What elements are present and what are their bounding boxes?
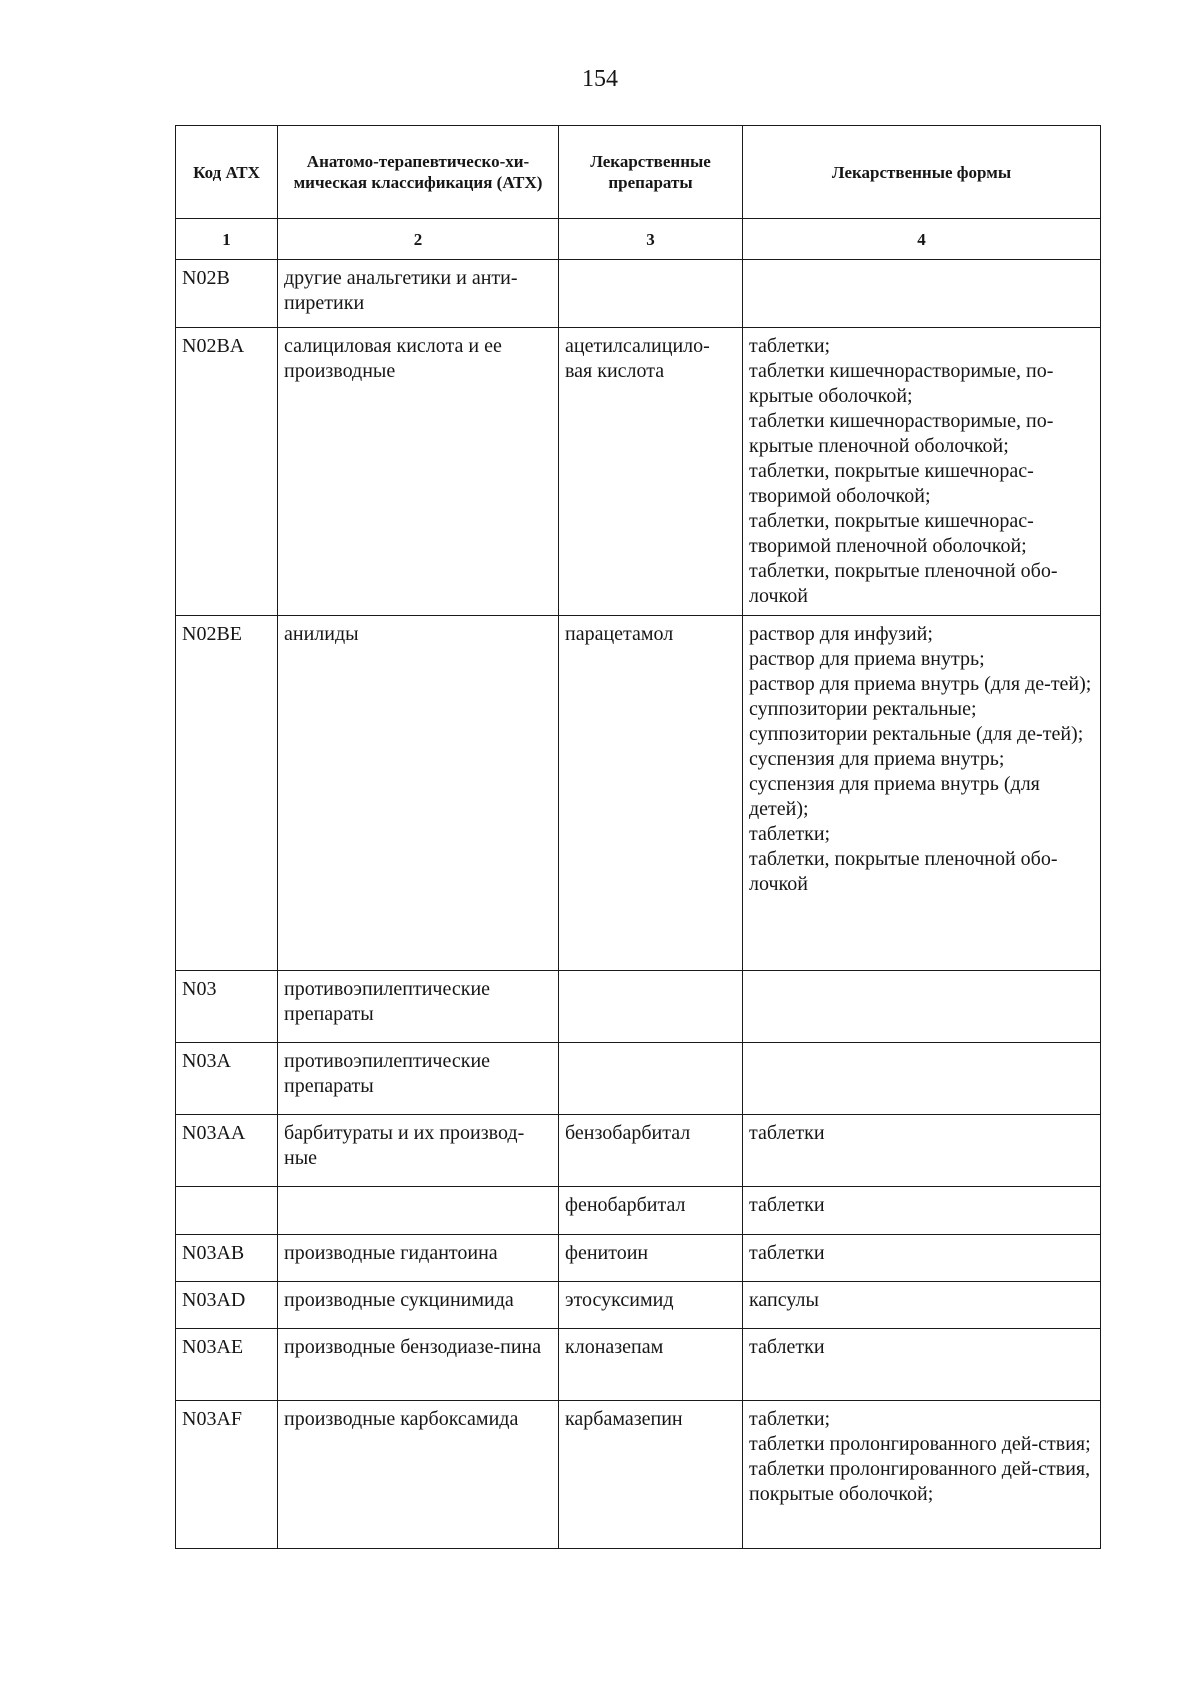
table-row — [176, 1401, 1101, 1549]
page-number: 154 — [582, 66, 618, 92]
column-number: 2 — [278, 219, 559, 260]
atc-classification: производные бензодиазе-пина — [278, 1329, 559, 1401]
atc-classification — [278, 1187, 559, 1235]
atc-classification: производные гидантоина — [278, 1235, 559, 1282]
dosage-forms: таблетки; таблетки кишечнорастворимые, по-крытые оболочкой; таблетки кишечнорастворимые, по-крытые пленочной оболочкой; таблетки, покрытые кишечнорас-творимой оболочкой; таблетки, покрытые кишечнорас-творимой пленочной оболочкой; таблетки, покрытые пленочной обо-лочкой — [743, 328, 1101, 616]
atc-classification: другие анальгетики и анти-пиретики — [278, 260, 559, 328]
atc-code: N03AA — [176, 1115, 278, 1187]
drug-name: парацетамол — [559, 616, 743, 971]
header-drugs: Лекарственные препараты — [559, 126, 743, 219]
drug-name: этосуксимид — [559, 1282, 743, 1329]
drug-name — [559, 971, 743, 1043]
table-row — [176, 260, 1101, 328]
table-row — [176, 1282, 1101, 1329]
atc-classification: производные карбоксамида — [278, 1401, 559, 1549]
atc-classification: противоэпилептические препараты — [278, 1043, 559, 1115]
dosage-forms: таблетки — [743, 1235, 1101, 1282]
header-classification: Анатомо-терапевтическо-хи-мическая классификация (АТХ) — [278, 126, 559, 219]
atc-table — [175, 125, 1101, 1549]
atc-code: N03AB — [176, 1235, 278, 1282]
table-row — [176, 971, 1101, 1043]
dosage-forms: раствор для инфузий; раствор для приема внутрь; раствор для приема внутрь (для де-тей); суппозитории ректальные; суппозитории ректальные (для де-тей); суспензия для приема внутрь; суспензия для приема внутрь (для детей); таблетки; таблетки, покрытые пленочной обо-лочкой — [743, 616, 1101, 971]
atc-classification: анилиды — [278, 616, 559, 971]
atc-code: N03AD — [176, 1282, 278, 1329]
table-header-row — [176, 126, 1101, 219]
atc-classification: барбитураты и их производ-ные — [278, 1115, 559, 1187]
atc-code: N02BE — [176, 616, 278, 971]
column-number: 4 — [743, 219, 1101, 260]
dosage-forms: таблетки — [743, 1115, 1101, 1187]
table-row — [176, 1329, 1101, 1401]
dosage-forms — [743, 260, 1101, 328]
drug-name: фенитоин — [559, 1235, 743, 1282]
table-row — [176, 328, 1101, 616]
atc-code: N02BA — [176, 328, 278, 616]
drug-name: фенобарбитал — [559, 1187, 743, 1235]
atc-classification: салициловая кислота и ее производные — [278, 328, 559, 616]
dosage-forms — [743, 1043, 1101, 1115]
dosage-forms: капсулы — [743, 1282, 1101, 1329]
table-row — [176, 1115, 1101, 1187]
dosage-forms: таблетки — [743, 1329, 1101, 1401]
drug-name: бензобарбитал — [559, 1115, 743, 1187]
atc-code: N03A — [176, 1043, 278, 1115]
drug-name — [559, 260, 743, 328]
dosage-forms: таблетки; таблетки пролонгированного дей-ствия; таблетки пролонгированного дей-ствия, покрытые оболочкой; — [743, 1401, 1101, 1549]
drug-name — [559, 1043, 743, 1115]
drug-name: ацетилсалицило-вая кислота — [559, 328, 743, 616]
header-code: Код АТХ — [176, 126, 278, 219]
dosage-forms: таблетки — [743, 1187, 1101, 1235]
drug-name: карбамазепин — [559, 1401, 743, 1549]
column-number-row — [176, 219, 1101, 260]
atc-code: N03 — [176, 971, 278, 1043]
atc-code: N03AF — [176, 1401, 278, 1549]
atc-classification: противоэпилептические препараты — [278, 971, 559, 1043]
column-number: 3 — [559, 219, 743, 260]
table-row — [176, 1235, 1101, 1282]
atc-classification: производные сукцинимида — [278, 1282, 559, 1329]
table-row — [176, 616, 1101, 971]
atc-code: N02B — [176, 260, 278, 328]
dosage-forms — [743, 971, 1101, 1043]
table-row — [176, 1043, 1101, 1115]
column-number: 1 — [176, 219, 278, 260]
table-row — [176, 1187, 1101, 1235]
atc-code: N03AE — [176, 1329, 278, 1401]
header-forms: Лекарственные формы — [743, 126, 1101, 219]
atc-code — [176, 1187, 278, 1235]
drug-name: клоназепам — [559, 1329, 743, 1401]
